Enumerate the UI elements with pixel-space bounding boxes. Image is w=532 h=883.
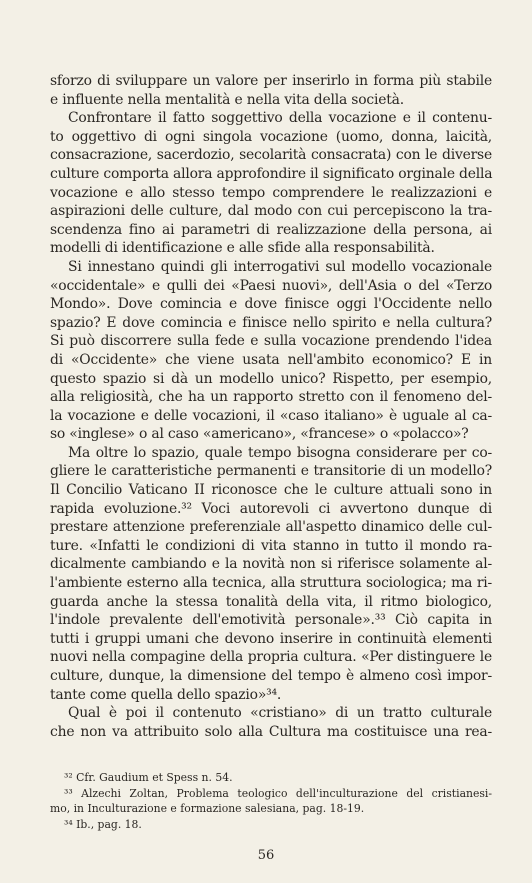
text-line: consacrazione, sacerdozio, secolarità consacrata) con le diverse (50, 147, 492, 164)
text-line: l'indole prevalente dell'emotività personale».³³ Ciò capita in (50, 612, 492, 629)
text-line: di «Occidente» che viene usata nell'ambito economico? E in (50, 351, 492, 368)
text-line: Il Concilio Vaticano II riconosce che le culture attuali sono in (50, 482, 492, 499)
text-line: la vocazione e delle vocazioni, il «caso italiano» è uguale al ca- (50, 407, 492, 424)
footnote-33-continued: mo, in Inculturazione e formazione salesiana, pag. 18-19. (50, 802, 365, 815)
text-line: sforzo di sviluppare un valore per inserirlo in forma più stabile (50, 73, 492, 89)
footnote-34: ³⁴ Ib., pag. 18. (64, 817, 142, 831)
text-line: vocazione e allo stesso tempo comprendere le realizzazioni e (50, 184, 492, 201)
text-line: Confrontare il fatto soggettivo della vocazione e il contenu- (68, 110, 492, 127)
text-line: Si innestano quindi gli interrogativi sul modello vocazionale (68, 258, 492, 275)
text-line: nuovi nella compagine della propria cultura. «Per distinguere le (50, 649, 492, 666)
text-line: questo spazio si dà un modello unico? Rispetto, per esempio, (50, 370, 492, 387)
text-line: rapida evoluzione.³² Voci autorevoli ci avvertono dunque di (50, 500, 492, 517)
text-line: prestare attenzione preferenziale all'aspetto dinamico delle cul- (50, 519, 492, 536)
text-line: gliere le caratteristiche permanenti e transitorie di un modello? (50, 463, 492, 480)
text-line: Mondo». Dove comincia e dove finisce oggi l'Occidente nello (50, 296, 492, 313)
text-line: spazio? E dove comincia e finisce nello spirito e nella cultura? (50, 314, 492, 331)
body-text (50, 72, 492, 741)
text-line: culture, dunque, la dimensione del tempo è almeno così impor- (50, 668, 492, 684)
text-line: alla religiosità, che ha un rapporto stretto con il fenomeno del- (50, 389, 492, 406)
page-number: 56 (257, 848, 275, 863)
text-line: Si può discorrere sulla fede e sulla vocazione prendendo l'idea (50, 333, 492, 350)
footnotes (50, 770, 492, 832)
text-line: so «inglese» o al caso «americano», «francese» o «polacco»? (50, 426, 469, 443)
text-line: l'ambiente esterno alla tecnica, alla struttura sociologica; ma ri- (50, 575, 492, 592)
text-line: Qual è poi il contenuto «cristiano» di un tratto culturale (68, 705, 492, 722)
text-line: dicalmente cambiando e la novità non si riferisce solamente al- (50, 556, 492, 573)
footnote-33: ³³ Alzechi Zoltan, Problema teologico dell'inculturazione del cristianesi- (64, 786, 492, 800)
text-line: tante come quella dello spazio»³⁴. (50, 686, 282, 703)
text-line: che non va attribuito solo alla Cultura ma costituisce una rea- (50, 723, 492, 740)
footnote-32: ³² Cfr. Gaudium et Spess n. 54. (64, 771, 233, 784)
text-line: modelli di identificazione e alle sfide alla responsabilità. (50, 240, 435, 257)
text-line: culture comporta allora approfondire il significato orginale della (50, 165, 493, 182)
text-line: scendenza fino ai parametri di realizzazione della persona, ai (50, 221, 492, 238)
text-line: tutti i gruppi umani che devono inserire in continuità elementi (50, 630, 492, 647)
text-line: e influente nella mentalità e nella vita della società. (50, 91, 404, 108)
text-line: ture. «Infatti le condizioni di vita stanno in tutto il mondo ra- (50, 537, 492, 554)
text-line: aspirazioni delle culture, dal modo con cui percepiscono la tra- (50, 203, 492, 220)
text-line: «occidentale» e qulli dei «Paesi nuovi», dell'Asia o del «Terzo (50, 277, 492, 294)
text-line: Ma oltre lo spazio, quale tempo bisogna considerare per co- (68, 444, 492, 461)
text-line: to oggettivo di ogni singola vocazione (uomo, donna, laicità, (50, 128, 492, 145)
text-line: guarda anche la stessa tonalità della vita, il ritmo biologico, (50, 593, 492, 610)
